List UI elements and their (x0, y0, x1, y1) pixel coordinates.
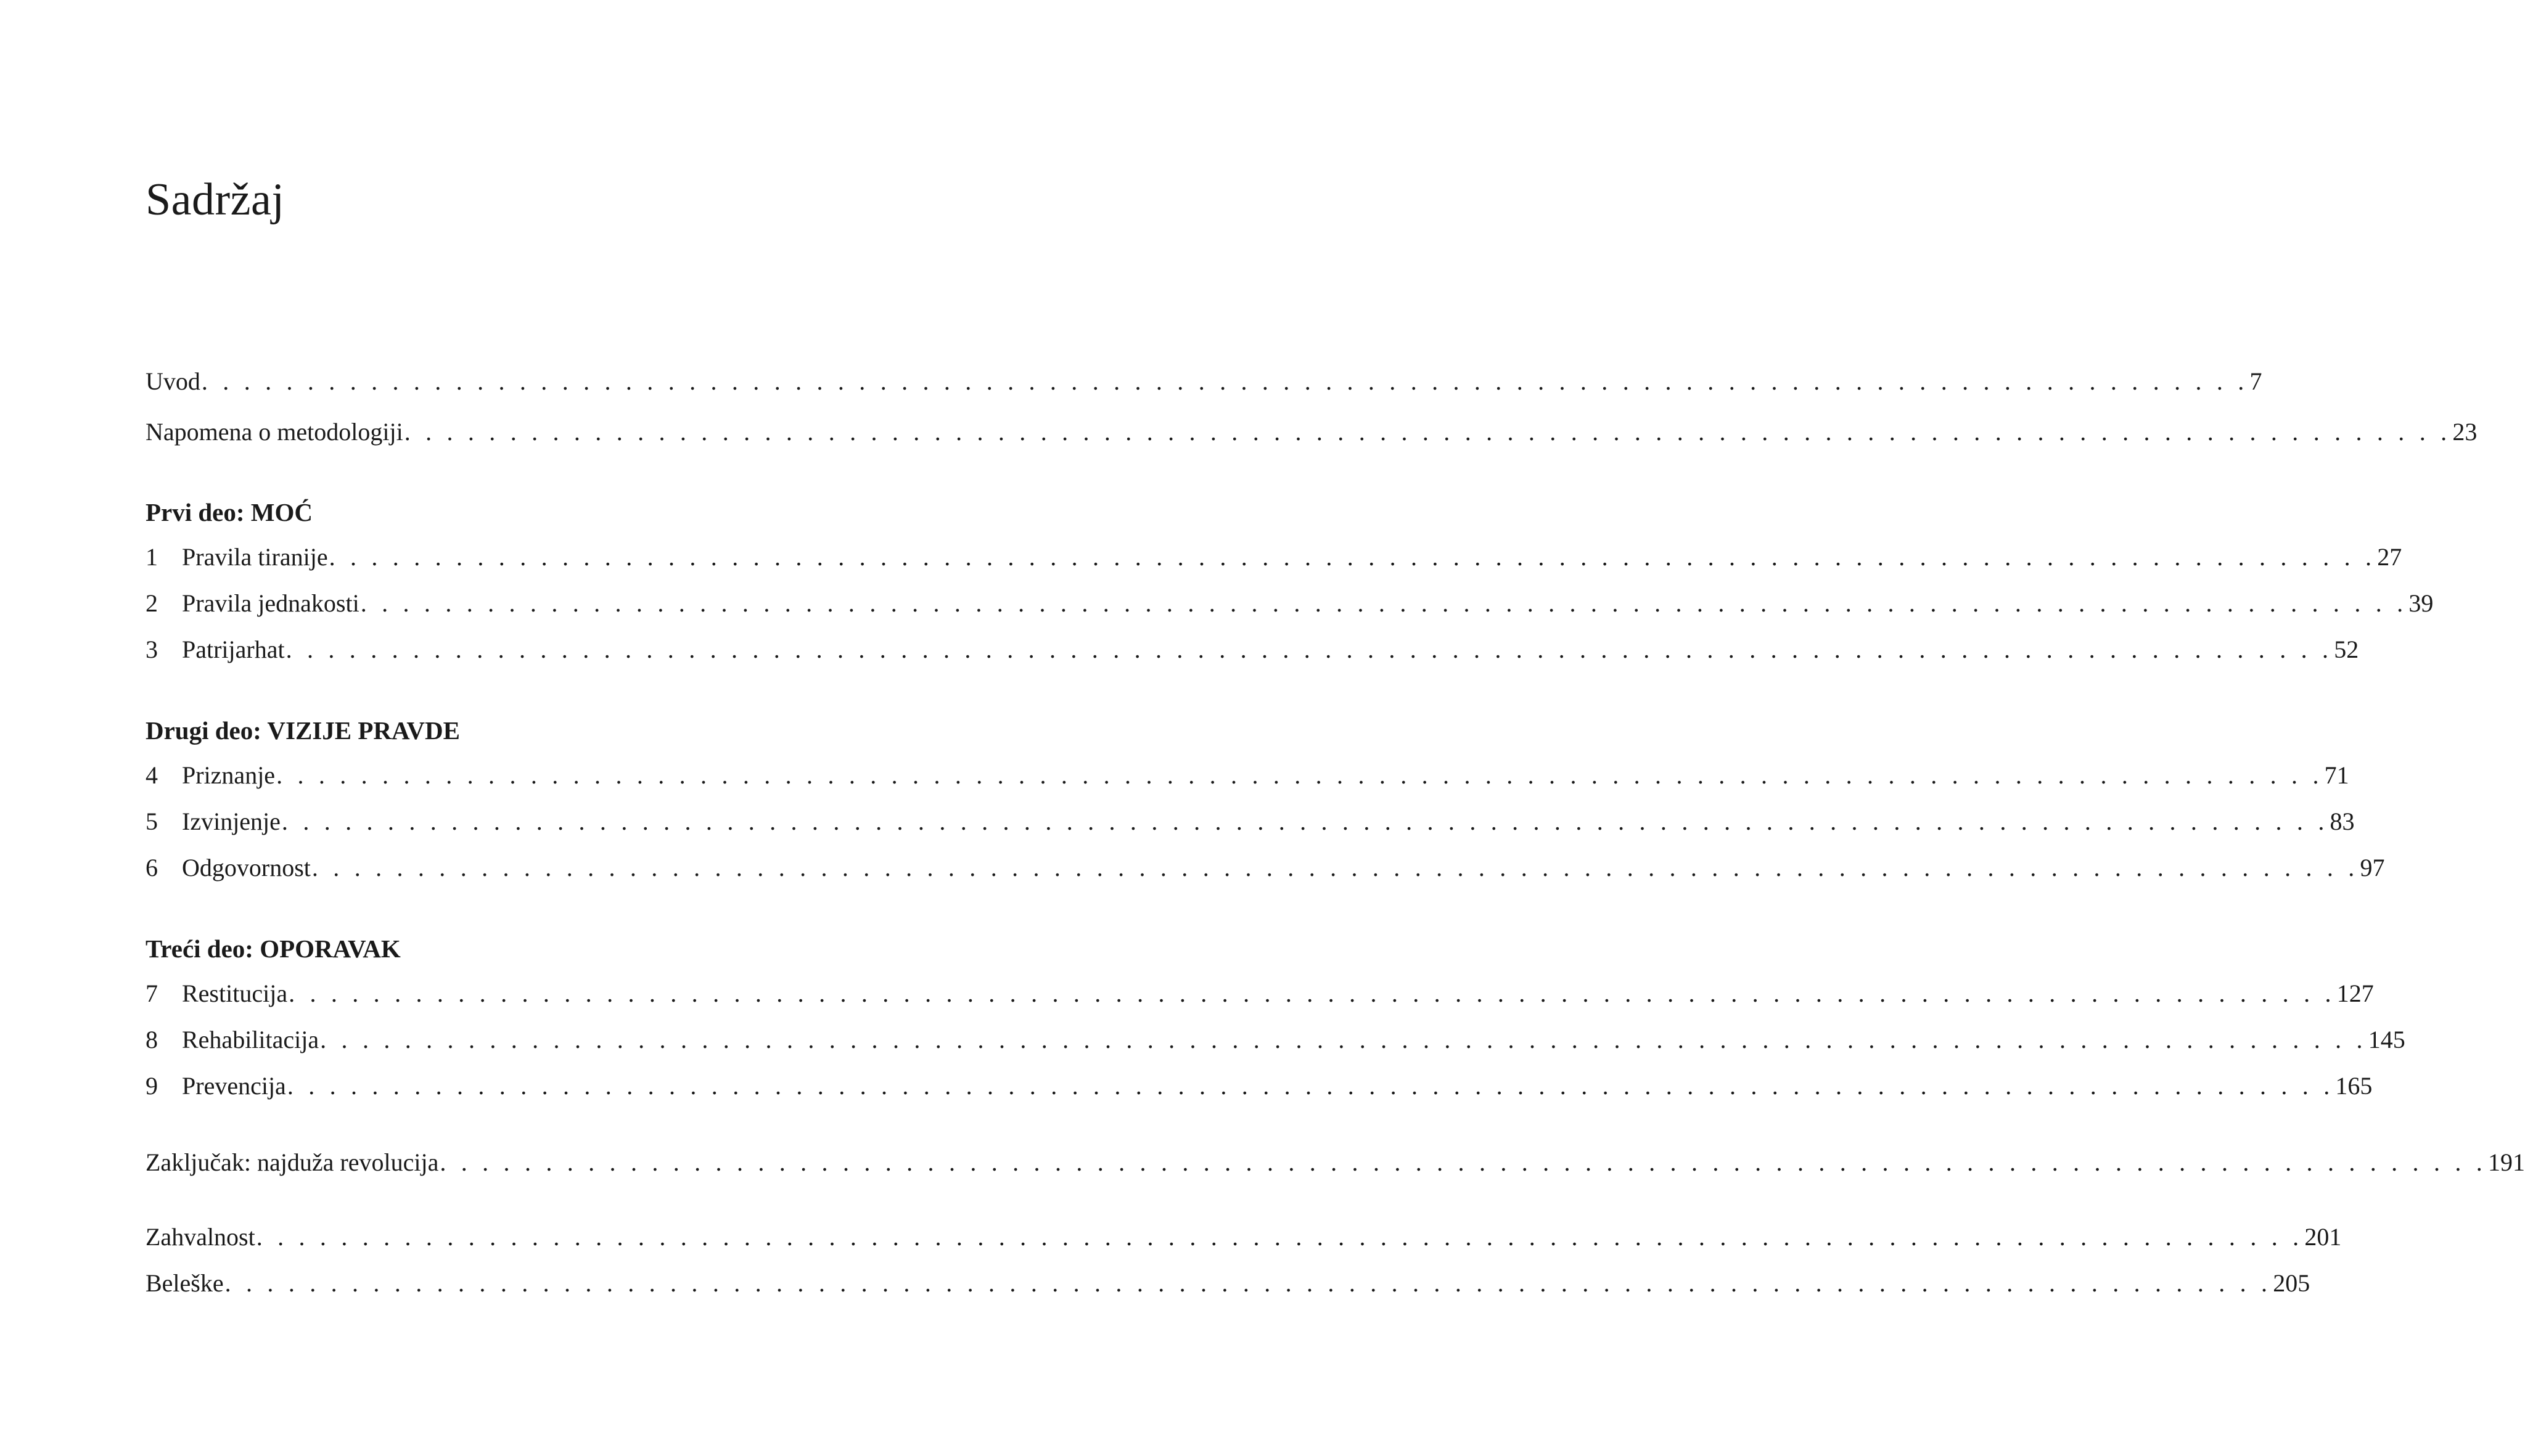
dot-leader: . . . . . . . . . . . . . . . . . . . . . . . . . . . . . . . . . . . . . . . . . . . . . . . . . . . . . . . . . . . . . . . . . . . . . . . . . . . . . . . . . . . . . . . . . . . . . . . . . (256, 1223, 2304, 1251)
toc-entry-beleske[interactable] (146, 1266, 2310, 1301)
toc-page-number: 165 (2335, 1072, 2373, 1100)
chapter-number: 9 (146, 1072, 158, 1100)
chapter-number: 1 (146, 543, 158, 571)
toc-page-number: 7 (2249, 367, 2262, 395)
toc-page-number: 23 (2452, 418, 2478, 446)
toc-page-number: 97 (2360, 854, 2385, 881)
dot-leader: . . . . . . . . . . . . . . . . . . . . . . . . . . . . . . . . . . . . . . . . . . . . . . . . . . . . . . . . . . . . . . . . . . . . . . . . . . . . . . . . . . . . . . . . . . . . . . . . . (276, 761, 2323, 789)
chapter-number: 6 (146, 854, 158, 881)
toc-page-number: 39 (2408, 589, 2434, 617)
toc-entry-chapter-2[interactable] (146, 586, 2434, 621)
dot-leader: . . . . . . . . . . . . . . . . . . . . . . . . . . . . . . . . . . . . . . . . . . . . . . . . . . . . . . . . . . . . . . . . . . . . . . . . . . . . . . . . . . . . . . . . . . . . . . . . . (320, 1026, 2367, 1053)
chapter-number: 7 (146, 980, 158, 1007)
dot-leader: . . . . . . . . . . . . . . . . . . . . . . . . . . . . . . . . . . . . . . . . . . . . . . . . . . . . . . . . . . . . . . . . . . . . . . . . . . . . . . . . . . . . . . . . . . . . . . . . . (287, 1072, 2334, 1100)
chapter-number: 8 (146, 1026, 158, 1053)
toc-entry-chapter-7[interactable] (146, 976, 2374, 1011)
toc-entry-chapter-4[interactable] (146, 758, 2349, 793)
toc-entry-label: Pravila jednakosti (182, 589, 359, 617)
dot-leader: . . . . . . . . . . . . . . . . . . . . . . . . . . . . . . . . . . . . . . . . . . . . . . . . . . . . . . . . . . . . . . . . . . . . . . . . . . . . . . . . . . . . . . . . . . . . . . . . . (440, 1148, 2487, 1176)
toc-entry-label: Zahvalnost (146, 1223, 255, 1251)
toc-page-number: 52 (2334, 636, 2359, 663)
toc-entry-chapter-9[interactable] (146, 1069, 2373, 1103)
toc-entry-label: Priznanje (182, 761, 276, 789)
page-title: Sadržaj (146, 174, 285, 225)
dot-leader: . . . . . . . . . . . . . . . . . . . . . . . . . . . . . . . . . . . . . . . . . . . . . . . . . . . . . . . . . . . . . . . . . . . . . . . . . . . . . . . . . . . . . . . . . . . . . . . . . (329, 543, 2376, 571)
dot-leader: . . . . . . . . . . . . . . . . . . . . . . . . . . . . . . . . . . . . . . . . . . . . . . . . . . . . . . . . . . . . . . . . . . . . . . . . . . . . . . . . . . . . . . . . . . . . . . . . . (404, 418, 2452, 446)
toc-page-number: 191 (2487, 1148, 2525, 1176)
toc-entry-zakljucak[interactable] (146, 1145, 2525, 1180)
toc-entry-label: Pravila tiranije (182, 543, 328, 571)
toc-entry-label: Patrijarhat (182, 636, 285, 663)
dot-leader: . . . . . . . . . . . . . . . . . . . . . . . . . . . . . . . . . . . . . . . . . . . . . . . . . . . . . . . . . . . . . . . . . . . . . . . . . . . . . . . . . . . . . . . . . . . . . . . . . (311, 854, 2359, 881)
toc-entry-label: Prevencija (182, 1072, 286, 1100)
dot-leader: . . . . . . . . . . . . . . . . . . . . . . . . . . . . . . . . . . . . . . . . . . . . . . . . . . . . . . . . . . . . . . . . . . . . . . . . . . . . . . . . . . . . . . . . . . . . . . . . . (281, 808, 2329, 835)
chapter-number: 5 (146, 808, 158, 835)
toc-entry-label: Izvinjenje (182, 808, 281, 835)
toc-entry-label: Rehabilitacija (182, 1026, 319, 1053)
toc-entry-label: Restitucija (182, 980, 288, 1007)
part-heading-2: Drugi deo: VIZIJE PRAVDE (146, 716, 460, 745)
toc-entry-label: Uvod (146, 367, 200, 395)
toc-entry-zahvalnost[interactable] (146, 1220, 2342, 1254)
toc-entry-label: Beleške (146, 1269, 224, 1297)
toc-entry-label: Napomena o metodologiji (146, 418, 403, 446)
part-heading-3: Treći deo: OPORAVAK (146, 935, 401, 963)
part-heading-1: Prvi deo: MOĆ (146, 498, 313, 526)
chapter-number: 4 (146, 761, 158, 789)
toc-page-number: 205 (2273, 1269, 2310, 1297)
toc-entry-chapter-1[interactable] (146, 540, 2402, 575)
toc-entry-label: Odgovornost (182, 854, 311, 881)
toc-entry-uvod[interactable] (146, 364, 2262, 399)
toc-entry-chapter-6[interactable] (146, 851, 2385, 885)
toc-entry-chapter-5[interactable] (146, 804, 2355, 839)
dot-leader: . . . . . . . . . . . . . . . . . . . . . . . . . . . . . . . . . . . . . . . . . . . . . . . . . . . . . . . . . . . . . . . . . . . . . . . . . . . . . . . . . . . . . . . . . . . . . . . . . (285, 636, 2333, 663)
toc-entry-label: Zaključak: najduža revolucija (146, 1148, 439, 1176)
chapter-number: 3 (146, 636, 158, 663)
toc-entry-napomena[interactable] (146, 415, 2478, 449)
toc-page-number: 201 (2304, 1223, 2342, 1251)
toc-entry-chapter-3[interactable] (146, 632, 2359, 667)
dot-leader: . . . . . . . . . . . . . . . . . . . . . . . . . . . . . . . . . . . . . . . . . . . . . . . . . . . . . . . . . . . . . . . . . . . . . . . . . . . . . . . . . . . . . . . . . . . . . . . . . (201, 367, 2249, 395)
toc-page-number: 145 (2368, 1026, 2405, 1053)
toc-page-number: 83 (2330, 808, 2355, 835)
toc-entry-chapter-8[interactable] (146, 1023, 2405, 1057)
dot-leader: . . . . . . . . . . . . . . . . . . . . . . . . . . . . . . . . . . . . . . . . . . . . . . . . . . . . . . . . . . . . . . . . . . . . . . . . . . . . . . . . . . . . . . . . . . . . . . . . . (360, 589, 2408, 617)
dot-leader: . . . . . . . . . . . . . . . . . . . . . . . . . . . . . . . . . . . . . . . . . . . . . . . . . . . . . . . . . . . . . . . . . . . . . . . . . . . . . . . . . . . . . . . . . . . . . . . . . (289, 980, 2336, 1007)
toc-page-number: 71 (2324, 761, 2349, 789)
toc-page-number: 127 (2336, 980, 2374, 1007)
chapter-number: 2 (146, 589, 158, 617)
dot-leader: . . . . . . . . . . . . . . . . . . . . . . . . . . . . . . . . . . . . . . . . . . . . . . . . . . . . . . . . . . . . . . . . . . . . . . . . . . . . . . . . . . . . . . . . . . . . . . . . . (224, 1269, 2272, 1297)
toc-page-number: 27 (2377, 543, 2402, 571)
